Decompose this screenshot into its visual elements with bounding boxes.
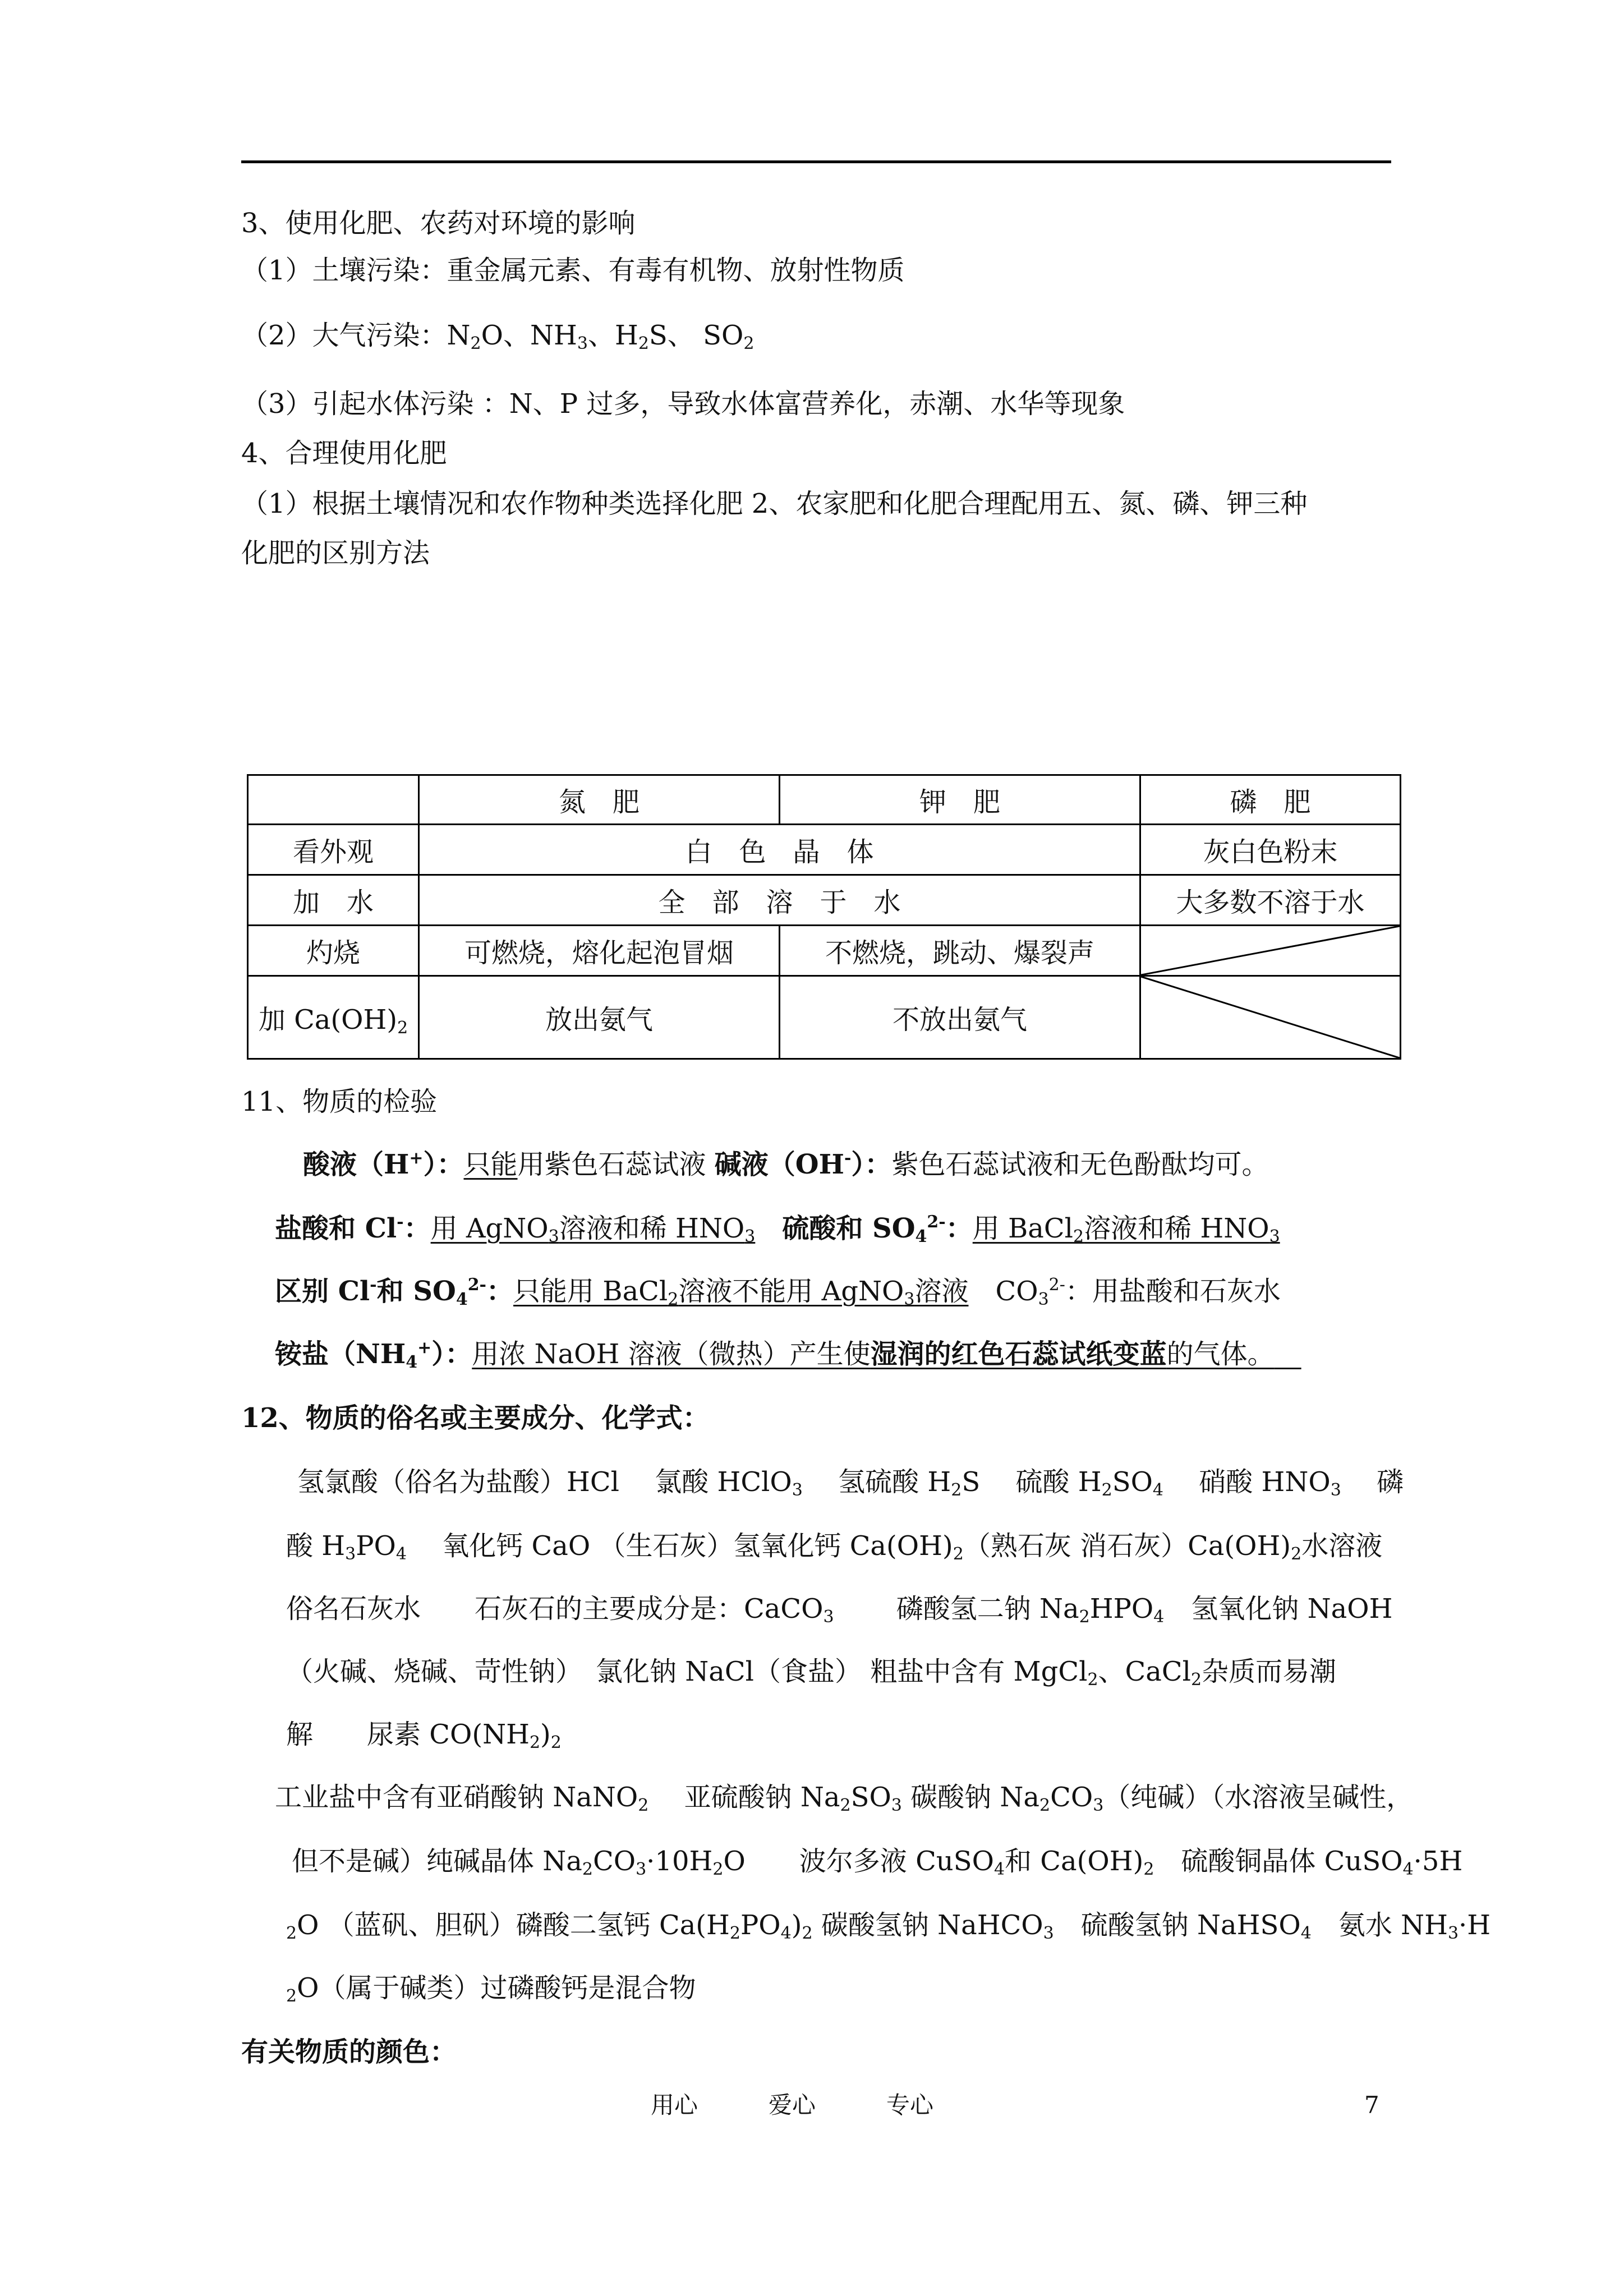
names-line: （火碱、烧碱、苛性钠） 氯化钠 NaCl（食盐） 粗盐中含有 MgCl$_2$、CaCl$_2$杂质而易潮 [286, 1656, 1337, 1690]
table-header-cell: 钾 肥 [780, 775, 1140, 825]
table-row [248, 976, 1401, 1059]
table-row [248, 825, 1401, 875]
table-cell: 灰白色粉末 [1140, 825, 1401, 875]
table-cell: 不燃烧，跳动、爆裂声 [780, 926, 1140, 976]
table-header-cell: 磷 肥 [1140, 775, 1401, 825]
names-line: 俗名石灰水 石灰石的主要成分是：CaCO$_3$ 磷酸氢二钠 $Na_2HPO_4$ 氢氧化钠 NaOH [286, 1593, 1393, 1627]
section-3-title: 3、使用化肥、农药对环境的影响 [241, 208, 636, 239]
table-row-label: 加 水 [248, 875, 419, 926]
footer-motto-2: 爱心 [769, 2091, 816, 2119]
section-3-item-1: （1）土壤污染：重金属元素、有毒有机物、放射性物质 [241, 255, 905, 286]
table-row [248, 875, 1401, 926]
footer-motto-3: 专心 [886, 2091, 934, 2119]
table-cell: 不放出氨气 [780, 976, 1140, 1059]
table-row-label: 加 $Ca(OH)_2$ [248, 976, 419, 1059]
names-line: 酸 $H_3PO_4$ 氧化钙 CaO （生石灰）氢氧化钙 $Ca(OH)_2$（熟石灰 消石灰）$Ca(OH)_2$水溶液 [286, 1530, 1383, 1564]
section-4-title: 4、合理使用化肥 [241, 438, 447, 469]
names-line: $_2$O （蓝矾、胆矾）磷酸二氢钙 $Ca(H_2PO_4)_2$ 碳酸氢钠 NaHCO$_3$ 硫酸氢钠 NaHSO$_4$ 氨水 $NH_3\cdot H$ [286, 1910, 1491, 1943]
names-line: 氢氯酸（俗名为盐酸）HCl 氯酸 HClO$_3$ 氢硫酸 $H_2S$ 硫酸 $H_2SO_4$ 硝酸 $HNO_3$ 磷 [297, 1466, 1404, 1500]
table-header-cell [248, 775, 419, 825]
fertilizer-table [247, 774, 1401, 1060]
names-line: 但不是碱）纯碱晶体 $Na_2CO_3\cdot 10H_2O$ 波尔多液 CuSO$_4$和 $Ca(OH)_2$ 硫酸铜晶体 CuSO$_4$·5H [292, 1846, 1463, 1879]
table-row-label: 灼烧 [248, 926, 419, 976]
table-header-cell: 氮 肥 [419, 775, 780, 825]
header-rule [241, 160, 1391, 163]
names-line: $_2$O（属于碱类）过磷酸钙是混合物 [286, 1972, 696, 2006]
names-line: 解 尿素 $CO(NH_2)_2$ [286, 1719, 562, 1752]
table-cell: 可燃烧，熔化起泡冒烟 [419, 926, 780, 976]
table-cell: 全 部 溶 于 水 [419, 875, 1140, 926]
section-4-item-1-cont: 化肥的区别方法 [241, 537, 430, 569]
section-12-title: 12、物质的俗名或主要成分、化学式： [241, 1402, 710, 1434]
test-chloride-sulfate: 盐酸和 Cl-：用 AgNO$_3$溶液和稀 $HNO_3$ 硫酸和 $SO_4^{2-}$：用 BaCl$_2$溶液和稀 $HNO_3$ [275, 1212, 1280, 1246]
table-cell: 放出氨气 [419, 976, 780, 1059]
table-cell: 白 色 晶 体 [419, 825, 1140, 875]
section-3-item-3: （3）引起水体污染 ：N、P 过多，导致水体富营养化，赤潮、水华等现象 [241, 388, 1125, 420]
table-header-row [248, 775, 1401, 825]
colors-title: 有关物质的颜色： [241, 2036, 457, 2068]
section-4-item-1: （1）根据土壤情况和农作物种类选择化肥 2、农家肥和化肥合理配用五、氮、磷、钾三种 [241, 488, 1308, 519]
test-distinguish: 区别 Cl-和 $SO_4^{2-}$：只能用 BaCl$_2$溶液不能用 AgNO$_3$溶液 $CO_3^{2-}$：用盐酸和石灰水 [275, 1275, 1281, 1309]
test-acid-base: 酸液（H+）：只能用紫色石蕊试液 碱液（OH-）：紫色石蕊试液和无色酚酞均可。 [303, 1148, 1269, 1180]
empty-diagonal-cell [1140, 976, 1401, 1059]
section-3-item-2: （2）大气污染：$N_2O$、$NH_3$、$H_2S$、 $SO_2$ [241, 320, 755, 353]
section-11-title: 11、物质的检验 [241, 1086, 438, 1117]
footer-motto-1: 用心 [651, 2091, 698, 2119]
table-row-label: 看外观 [248, 825, 419, 875]
table-row [248, 926, 1401, 976]
names-line: 工业盐中含有亚硝酸钠 NaNO$_2$ 亚硫酸钠 $Na_2SO_3$ 碳酸钠 $Na_2CO_3$（纯碱）（水溶液呈碱性， [275, 1782, 1414, 1815]
table-cell: 大多数不溶于水 [1140, 875, 1401, 926]
test-ammonium: 铵盐$(NH_4^+)$：用浓 NaOH 溶液（微热）产生使湿润的红色石蕊试纸变蓝的气体。 [275, 1338, 1275, 1372]
page-number: 7 [1364, 2091, 1379, 2119]
empty-diagonal-cell [1140, 926, 1401, 976]
